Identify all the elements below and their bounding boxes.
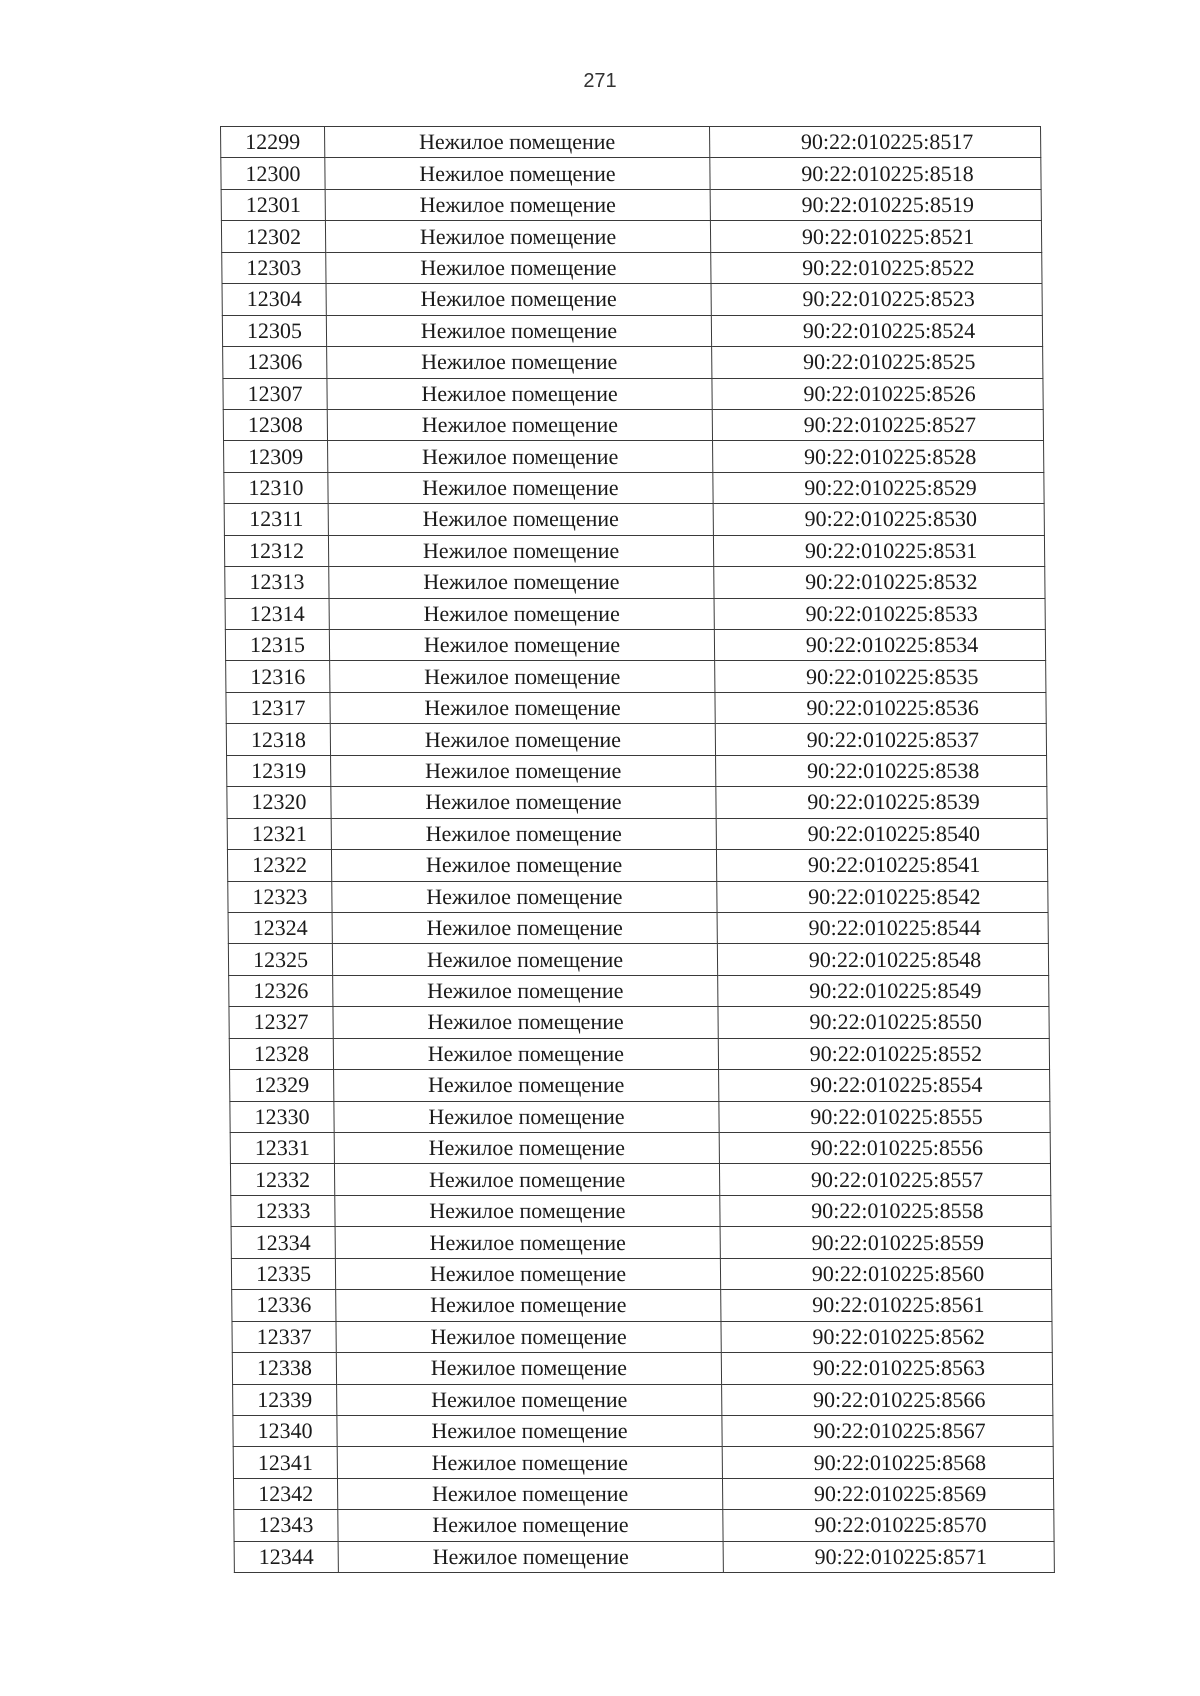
- object-type-cell: Нежилое помещение: [336, 1321, 721, 1352]
- object-type-cell: Нежилое помещение: [335, 1258, 720, 1289]
- table-row: [223, 378, 1043, 409]
- object-type-cell: Нежилое помещение: [327, 409, 712, 440]
- cadastral-number-cell: 90:22:010225:8560: [720, 1258, 1051, 1289]
- row-number-cell: 12316: [226, 661, 330, 692]
- object-type-cell: Нежилое помещение: [334, 1101, 719, 1132]
- cadastral-number-cell: 90:22:010225:8524: [711, 315, 1042, 346]
- row-number-cell: 12327: [229, 1007, 333, 1038]
- cadastral-number-cell: 90:22:010225:8538: [716, 755, 1047, 786]
- table-row: [226, 724, 1046, 755]
- table-row: [223, 409, 1043, 440]
- table-row: [229, 1007, 1049, 1038]
- row-number-cell: 12325: [228, 944, 332, 975]
- object-type-cell: Нежилое помещение: [329, 598, 714, 629]
- row-number-cell: 12301: [221, 189, 325, 220]
- row-number-cell: 12312: [224, 535, 328, 566]
- cadastral-number-cell: 90:22:010225:8548: [717, 944, 1048, 975]
- table-row: [228, 944, 1048, 975]
- row-number-cell: 12318: [226, 724, 330, 755]
- row-number-cell: 12329: [230, 1070, 334, 1101]
- object-type-cell: Нежилое помещение: [336, 1353, 721, 1384]
- cadastral-number-cell: 90:22:010225:8568: [722, 1447, 1053, 1478]
- table-row: [222, 284, 1042, 315]
- cadastral-number-cell: 90:22:010225:8542: [717, 881, 1048, 912]
- row-number-cell: 12326: [229, 975, 333, 1006]
- row-number-cell: 12315: [225, 630, 329, 661]
- object-type-cell: Нежилое помещение: [329, 567, 714, 598]
- row-number-cell: 12339: [233, 1384, 337, 1415]
- row-number-cell: 12309: [224, 441, 328, 472]
- row-number-cell: 12323: [228, 881, 332, 912]
- row-number-cell: 12336: [232, 1290, 336, 1321]
- table-row: [221, 127, 1041, 158]
- table-row: [233, 1384, 1053, 1415]
- table-row: [226, 661, 1046, 692]
- table-row: [232, 1290, 1052, 1321]
- table-row: [225, 567, 1045, 598]
- cadastral-number-cell: 90:22:010225:8557: [719, 1164, 1050, 1195]
- cadastral-number-cell: 90:22:010225:8558: [720, 1195, 1051, 1226]
- row-number-cell: 12340: [233, 1415, 337, 1446]
- row-number-cell: 12328: [229, 1038, 333, 1069]
- cadastral-number-cell: 90:22:010225:8531: [713, 535, 1044, 566]
- object-type-cell: Нежилое помещение: [328, 535, 713, 566]
- table-row: [227, 818, 1047, 849]
- row-number-cell: 12320: [227, 787, 331, 818]
- object-type-cell: Нежилое помещение: [331, 755, 716, 786]
- object-type-cell: Нежилое помещение: [333, 1007, 718, 1038]
- table-row: [227, 850, 1047, 881]
- cadastral-number-cell: 90:22:010225:8562: [721, 1321, 1052, 1352]
- cadastral-number-cell: 90:22:010225:8525: [712, 347, 1043, 378]
- row-number-cell: 12302: [221, 221, 325, 252]
- object-type-cell: Нежилое помещение: [328, 472, 713, 503]
- object-type-cell: Нежилое помещение: [334, 1070, 719, 1101]
- cadastral-number-cell: 90:22:010225:8549: [718, 975, 1049, 1006]
- row-number-cell: 12308: [223, 409, 327, 440]
- cadastral-number-cell: 90:22:010225:8532: [714, 567, 1045, 598]
- table-row: [230, 1070, 1050, 1101]
- cadastral-number-cell: 90:22:010225:8566: [722, 1384, 1053, 1415]
- cadastral-number-cell: 90:22:010225:8567: [722, 1415, 1053, 1446]
- row-number-cell: 12313: [225, 567, 329, 598]
- table-row: [231, 1258, 1051, 1289]
- row-number-cell: 12344: [234, 1541, 338, 1572]
- cadastral-number-cell: 90:22:010225:8563: [721, 1353, 1052, 1384]
- object-type-cell: Нежилое помещение: [331, 818, 716, 849]
- table-row: [224, 472, 1044, 503]
- cadastral-number-cell: 90:22:010225:8561: [721, 1290, 1052, 1321]
- object-type-cell: Нежилое помещение: [326, 315, 711, 346]
- table-row: [227, 787, 1047, 818]
- row-number-cell: 12299: [221, 127, 325, 158]
- cadastral-number-cell: 90:22:010225:8569: [722, 1478, 1053, 1509]
- table-row: [234, 1541, 1054, 1572]
- object-type-cell: Нежилое помещение: [332, 944, 717, 975]
- row-number-cell: 12333: [231, 1195, 335, 1226]
- cadastral-number-cell: 90:22:010225:8539: [716, 787, 1047, 818]
- object-type-cell: Нежилое помещение: [327, 347, 712, 378]
- cadastral-number-cell: 90:22:010225:8527: [712, 409, 1043, 440]
- row-number-cell: 12330: [230, 1101, 334, 1132]
- object-type-cell: Нежилое помещение: [333, 975, 718, 1006]
- cadastral-number-cell: 90:22:010225:8537: [715, 724, 1046, 755]
- row-number-cell: 12342: [233, 1478, 337, 1509]
- row-number-cell: 12319: [227, 755, 331, 786]
- table-row: [224, 504, 1044, 535]
- row-number-cell: 12338: [232, 1353, 336, 1384]
- row-number-cell: 12324: [228, 912, 332, 943]
- object-type-cell: Нежилое помещение: [332, 881, 717, 912]
- row-number-cell: 12314: [225, 598, 329, 629]
- table-row: [226, 692, 1046, 723]
- cadastral-number-cell: 90:22:010225:8519: [710, 189, 1041, 220]
- cadastral-number-cell: 90:22:010225:8540: [716, 818, 1047, 849]
- object-type-cell: Нежилое помещение: [328, 504, 713, 535]
- cadastral-number-cell: 90:22:010225:8522: [711, 252, 1042, 283]
- registry-table-body: [221, 127, 1055, 1573]
- row-number-cell: 12304: [222, 284, 326, 315]
- object-type-cell: Нежилое помещение: [326, 252, 711, 283]
- cadastral-number-cell: 90:22:010225:8534: [714, 630, 1045, 661]
- object-type-cell: Нежилое помещение: [337, 1384, 722, 1415]
- table-row: [233, 1478, 1053, 1509]
- cadastral-number-cell: 90:22:010225:8518: [710, 158, 1041, 189]
- object-type-cell: Нежилое помещение: [327, 378, 712, 409]
- object-type-cell: Нежилое помещение: [334, 1164, 719, 1195]
- table-row: [231, 1227, 1051, 1258]
- object-type-cell: Нежилое помещение: [333, 1038, 718, 1069]
- table-row: [224, 441, 1044, 472]
- object-type-cell: Нежилое помещение: [330, 661, 715, 692]
- table-row: [225, 630, 1045, 661]
- cadastral-number-cell: 90:22:010225:8528: [713, 441, 1044, 472]
- table-row: [229, 975, 1049, 1006]
- row-number-cell: 12317: [226, 692, 330, 723]
- object-type-cell: Нежилое помещение: [336, 1290, 721, 1321]
- row-number-cell: 12303: [222, 252, 326, 283]
- object-type-cell: Нежилое помещение: [325, 189, 710, 220]
- table-row: [228, 912, 1048, 943]
- row-number-cell: 12331: [230, 1133, 334, 1164]
- row-number-cell: 12343: [234, 1510, 338, 1541]
- object-type-cell: Нежилое помещение: [335, 1195, 720, 1226]
- table-row: [221, 189, 1041, 220]
- cadastral-number-cell: 90:22:010225:8521: [710, 221, 1041, 252]
- row-number-cell: 12300: [221, 158, 325, 189]
- table-row: [223, 347, 1043, 378]
- row-number-cell: 12337: [232, 1321, 336, 1352]
- table-row: [221, 221, 1041, 252]
- table-row: [228, 881, 1048, 912]
- cadastral-number-cell: 90:22:010225:8570: [723, 1510, 1054, 1541]
- table-row: [230, 1164, 1050, 1195]
- table-row: [234, 1510, 1054, 1541]
- table-row: [224, 535, 1044, 566]
- page-number: 271: [583, 70, 617, 92]
- object-type-cell: Нежилое помещение: [337, 1447, 722, 1478]
- table-row: [233, 1447, 1053, 1478]
- row-number-cell: 12310: [224, 472, 328, 503]
- cadastral-number-cell: 90:22:010225:8541: [716, 850, 1047, 881]
- table-row: [222, 315, 1042, 346]
- cadastral-number-cell: 90:22:010225:8530: [713, 504, 1044, 535]
- row-number-cell: 12311: [224, 504, 328, 535]
- object-type-cell: Нежилое помещение: [338, 1541, 723, 1572]
- cadastral-number-cell: 90:22:010225:8517: [710, 127, 1041, 158]
- cadastral-number-cell: 90:22:010225:8550: [718, 1007, 1049, 1038]
- cadastral-number-cell: 90:22:010225:8529: [713, 472, 1044, 503]
- object-type-cell: Нежилое помещение: [329, 630, 714, 661]
- row-number-cell: 12335: [231, 1258, 335, 1289]
- table-row: [230, 1101, 1050, 1132]
- object-type-cell: Нежилое помещение: [330, 692, 715, 723]
- object-type-cell: Нежилое помещение: [335, 1227, 720, 1258]
- object-type-cell: Нежилое помещение: [325, 221, 710, 252]
- object-type-cell: Нежилое помещение: [326, 284, 711, 315]
- object-type-cell: Нежилое помещение: [332, 912, 717, 943]
- cadastral-number-cell: 90:22:010225:8554: [719, 1070, 1050, 1101]
- cadastral-number-cell: 90:22:010225:8535: [715, 661, 1046, 692]
- cadastral-number-cell: 90:22:010225:8544: [717, 912, 1048, 943]
- cadastral-number-cell: 90:22:010225:8526: [712, 378, 1043, 409]
- row-number-cell: 12341: [233, 1447, 337, 1478]
- table-row: [232, 1321, 1052, 1352]
- object-type-cell: Нежилое помещение: [334, 1133, 719, 1164]
- object-type-cell: Нежилое помещение: [338, 1510, 723, 1541]
- row-number-cell: 12334: [231, 1227, 335, 1258]
- row-number-cell: 12321: [227, 818, 331, 849]
- cadastral-number-cell: 90:22:010225:8556: [719, 1133, 1050, 1164]
- object-type-cell: Нежилое помещение: [337, 1415, 722, 1446]
- registry-table: [220, 126, 1055, 1573]
- row-number-cell: 12307: [223, 378, 327, 409]
- table-row: [227, 755, 1047, 786]
- object-type-cell: Нежилое помещение: [328, 441, 713, 472]
- table-row: [229, 1038, 1049, 1069]
- cadastral-number-cell: 90:22:010225:8559: [720, 1227, 1051, 1258]
- row-number-cell: 12306: [223, 347, 327, 378]
- table-row: [222, 252, 1042, 283]
- cadastral-number-cell: 90:22:010225:8555: [719, 1101, 1050, 1132]
- row-number-cell: 12322: [227, 850, 331, 881]
- object-type-cell: Нежилое помещение: [337, 1478, 722, 1509]
- object-type-cell: Нежилое помещение: [331, 850, 716, 881]
- table-row: [233, 1415, 1053, 1446]
- object-type-cell: Нежилое помещение: [331, 787, 716, 818]
- cadastral-number-cell: 90:22:010225:8523: [711, 284, 1042, 315]
- object-type-cell: Нежилое помещение: [325, 127, 710, 158]
- table-row: [232, 1353, 1052, 1384]
- cadastral-number-cell: 90:22:010225:8533: [714, 598, 1045, 629]
- row-number-cell: 12332: [230, 1164, 334, 1195]
- cadastral-number-cell: 90:22:010225:8552: [718, 1038, 1049, 1069]
- cadastral-number-cell: 90:22:010225:8571: [723, 1541, 1054, 1572]
- cadastral-number-cell: 90:22:010225:8536: [715, 692, 1046, 723]
- table-row: [221, 158, 1041, 189]
- row-number-cell: 12305: [222, 315, 326, 346]
- object-type-cell: Нежилое помещение: [325, 158, 710, 189]
- table-row: [231, 1195, 1051, 1226]
- table-row: [225, 598, 1045, 629]
- object-type-cell: Нежилое помещение: [330, 724, 715, 755]
- table-row: [230, 1133, 1050, 1164]
